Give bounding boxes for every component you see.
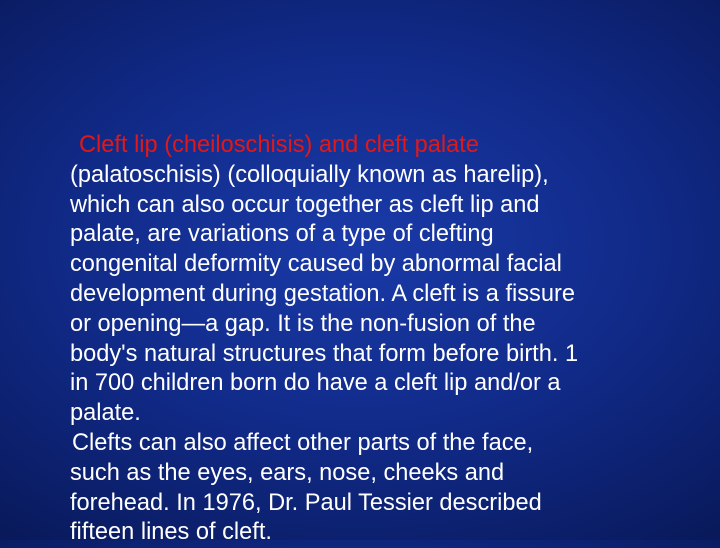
text-line: palate.	[70, 400, 141, 427]
text-line: in 700 children born do have a cleft lip and/or a	[70, 370, 561, 397]
text-line: palate, are variations of a type of clefting	[70, 221, 494, 248]
slide-body-text	[70, 131, 690, 548]
text-line: fifteen lines of cleft.	[70, 519, 272, 546]
text-line: (palatoschisis) (colloquially known as harelip),	[70, 161, 549, 188]
text-line: congenital deformity caused by abnormal facial	[70, 251, 562, 278]
text-line: which can also occur together as cleft lip and	[70, 191, 540, 218]
text-line: body's natural structures that form before birth. 1	[70, 340, 579, 367]
text-line: forehead. In 1976, Dr. Paul Tessier described	[70, 489, 542, 516]
text-line: or opening—a gap. It is the non-fusion of the	[70, 310, 536, 337]
highlighted-term: Cleft lip (cheiloschisis) and cleft palate	[79, 132, 479, 158]
paragraph-cleft-locations	[70, 429, 690, 548]
paragraph-cleft-definition	[70, 131, 690, 429]
text-line: such as the eyes, ears, nose, cheeks and	[70, 459, 505, 486]
text-line: development during gestation. A cleft is a fissure	[70, 280, 575, 307]
text-line	[70, 131, 690, 161]
text-line	[70, 429, 690, 459]
text-line-content: Clefts can also affect other parts of the face,	[72, 429, 534, 456]
